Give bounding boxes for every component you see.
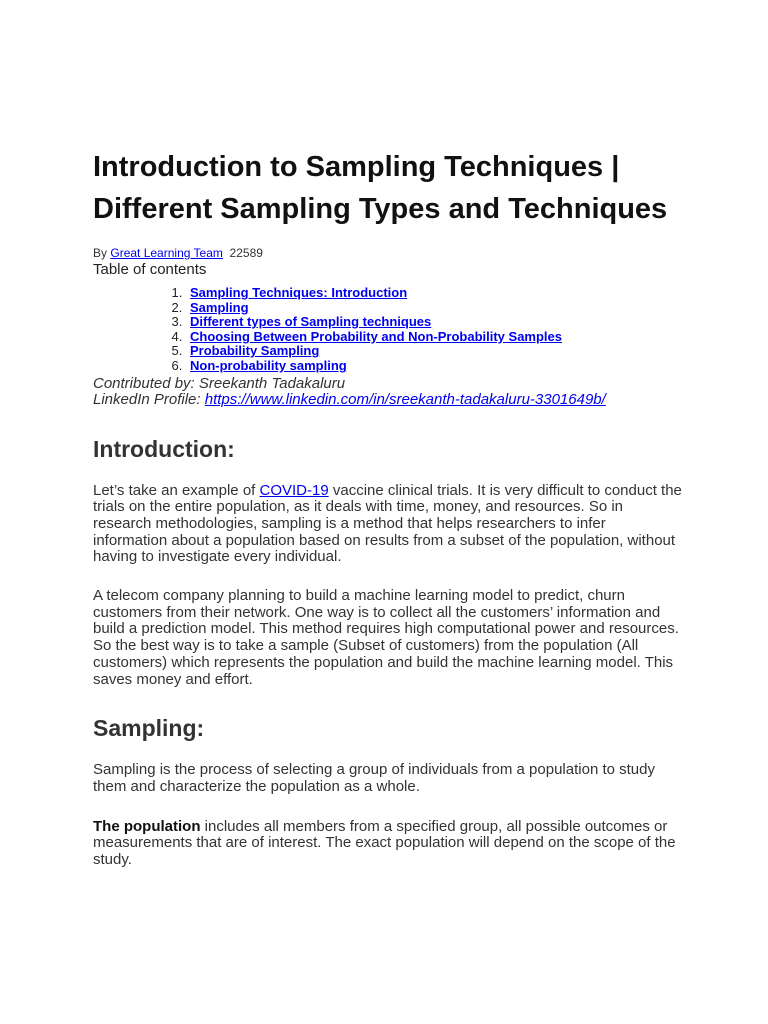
toc-title: Table of contents	[93, 261, 207, 278]
population-definition: includes all members from a specified group, all possible outcomes or measurements that are of interest. The exact population will depend on the scope of the study.	[93, 817, 676, 869]
toc-link-choosing[interactable]: Choosing Between Probability and Non-Probability Samples	[190, 328, 562, 344]
article-title: Introduction to Sampling Techniques | Different Sampling Types and Techniques	[93, 151, 668, 225]
toc-item	[186, 315, 683, 330]
author-link[interactable]: Great Learning Team	[110, 246, 223, 260]
toc-item	[186, 330, 683, 345]
linkedin-line	[93, 392, 683, 409]
view-count: 22589	[229, 246, 263, 260]
sampling-paragraph-1: Sampling is the process of selecting a group of individuals from a population to study them and characterize the population as a whole.	[93, 761, 655, 795]
population-term: The population	[93, 817, 201, 835]
sampling-heading: Sampling:	[93, 715, 205, 742]
covid-19-link[interactable]: COVID-19	[259, 481, 329, 499]
toc-list	[93, 286, 683, 374]
toc-item	[186, 301, 683, 316]
sampling-paragraph-2	[93, 819, 683, 869]
toc-link-non-probability[interactable]: Non-probability sampling	[190, 357, 347, 373]
contributed-by: Contributed by: Sreekanth Tadakaluru	[93, 374, 346, 392]
toc-link-probability[interactable]: Probability Sampling	[190, 343, 320, 359]
introduction-paragraph-1	[93, 483, 683, 567]
toc-link-introduction[interactable]: Sampling Techniques: Introduction	[190, 285, 408, 300]
byline	[93, 246, 683, 261]
toc-item	[186, 359, 683, 374]
intro-p1-text: Let’s take an example of	[93, 481, 260, 499]
linkedin-link[interactable]: https://www.linkedin.com/in/sreekanth-tadakaluru-3301649b/	[204, 391, 606, 409]
introduction-heading: Introduction:	[93, 435, 235, 462]
toc-item	[186, 286, 683, 301]
linkedin-label: LinkedIn Profile:	[93, 391, 201, 409]
intro-p1-text-rest: vaccine clinical trials. It is very difficult to conduct the trials on the entire population, as it deals with time, money, and resources. So in research methodologies, sampling is a method that helps researchers to infer information about a population based on results from a subset of the population, without having to investigate every individual.	[93, 481, 682, 566]
toc-link-types[interactable]: Different types of Sampling techniques	[190, 314, 432, 330]
toc-item	[186, 344, 683, 359]
toc-link-sampling[interactable]: Sampling	[190, 299, 249, 315]
article-body	[93, 147, 683, 869]
byline-prefix: By	[93, 246, 108, 260]
introduction-paragraph-2: A telecom company planning to build a machine learning model to predict, churn customers from their network. One way is to collect all the customers’ information and build a prediction model. This method requires high computational power and resources. So the best way is to take a sample (Subset of customers) from the population (All customers) which represents the population and build the machine learning model. This saves money and effort.	[93, 587, 679, 688]
